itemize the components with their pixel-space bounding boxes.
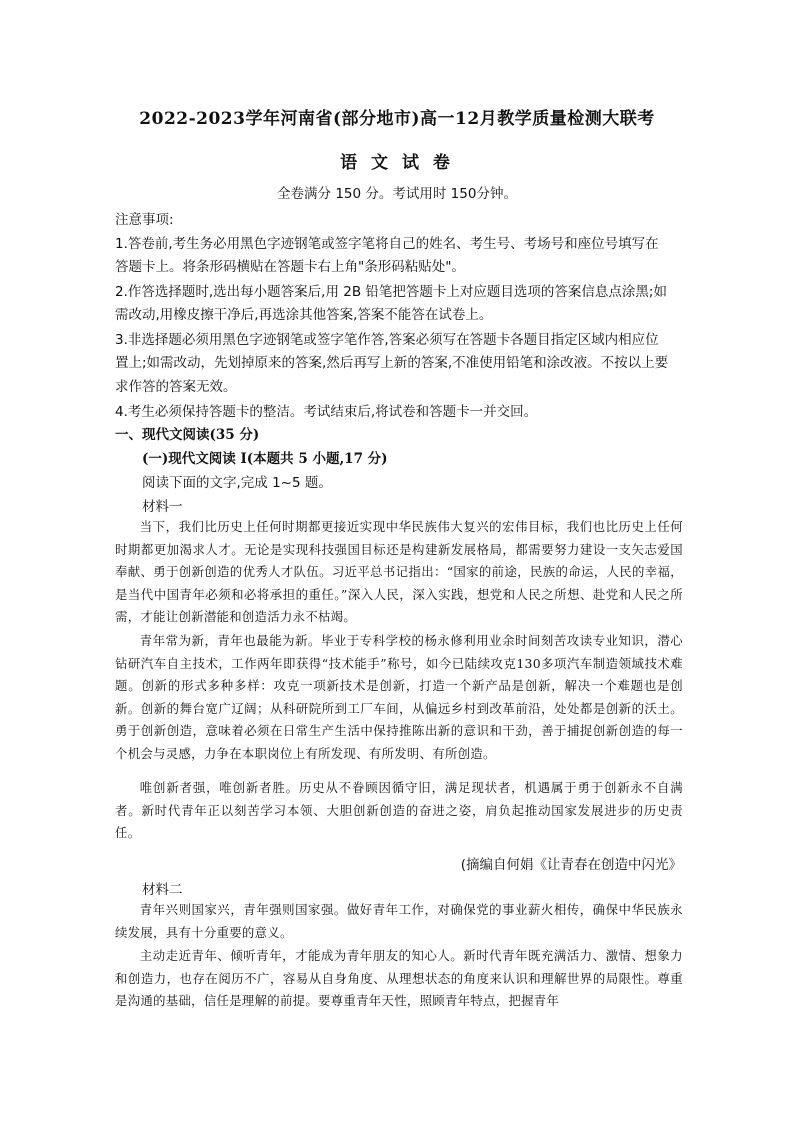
exam-meta: 全卷满分 150 分。考试用时 150分钟。 [277,186,517,202]
material-two-paragraph: 青年兴则国家兴，青年强则国家强。做好青年工作，对确保党的事业薪火相传，确保中华民族永续发展，具有十分重要的意义。 [115,902,683,940]
notice-line: 答题卡上。将条形码横贴在答题卡右上角"条形码粘贴处"。 [115,259,465,275]
reading-instruction: 阅读下面的文字,完成 1~5 题。 [142,475,332,491]
material-two-paragraph: 主动走近青年、倾听青年，才能成为青年朋友的知心人。新时代青年既充满活力、激情、想象力和创造力，也存在阅历不广，容易从自身角度、从理想状态的角度来认识和理解世界的局限性。尊重是沟通的基础，信任是理解的前提。要尊重青年天性，照顾青年特点，把握青年 [115,948,683,1009]
notice-line: 求作答的答案无效。 [115,379,237,395]
notice-line: 需改动,用橡皮擦干净后,再选涂其他答案,答案不能答在试卷上。 [115,307,493,323]
notice-line: 2.作答选择题时,选出每小题答案后,用 2B 铅笔把答题卡上对应题目选项的答案信息点涂黑;如 [115,284,667,300]
section-heading: 一、现代文阅读(35 分) [115,427,260,443]
material-one-paragraph: 唯创新者强，唯创新者胜。历史从不眷顾因循守旧，满足现状者，机遇属于勇于创新永不自满者。新时代青年正以刻苦学习本领、大胆创新创造的奋进之姿，肩负起推动国家发展进步的历史责任。 [115,780,683,841]
subsection-heading: (一)现代文阅读 I(本题共 5 小题,17 分) [142,451,388,467]
notice-line: 1.答卷前,考生务必用黑色字迹钢笔或签字笔将自己的姓名、考生号、考场号和座位号填写在 [115,236,659,252]
notice-line: 3.非选择题必须用黑色字迹钢笔或签字笔作答,答案必须写在答题卡各题目指定区域内相应位 [115,332,659,348]
notice-heading: 注意事项: [115,212,174,228]
material-one-paragraph: 当下，我们比历史上任何时期都更接近实现中华民族伟大复兴的宏伟目标，我们也比历史上任何时期都更加渴求人才。无论是实现科技强国目标还是构建新发展格局，都需要努力建设一支矢志爱国奉献、勇于创新创造的优秀人才队伍。习近平总书记指出：“国家的前途，民族的命运，人民的幸福，是当代中国青年必须和必将承担的重任。”深入人民，深入实践，想党和人民之所想、赴党和人民之所需，才能让创新潜能和创造活力永不枯竭。 [115,519,683,625]
notice-line: 置上;如需改动，先划掉原来的答案,然后再写上新的答案,不准使用铅笔和涂改液。不按以上要 [115,355,669,371]
exam-title: 2022-2023学年河南省(部分地市)高一12月教学质量检测大联考 [139,109,655,129]
material-one-label: 材料一 [142,499,183,515]
subject-title: 语 文 试 卷 [340,153,454,173]
notice-line: 4.考生必须保持答题卡的整洁。考试结束后,将试卷和答题卡一并交回。 [115,404,538,420]
material-two-label: 材料二 [142,882,183,898]
material-one-paragraph: 青年常为新，青年也最能为新。毕业于专科学校的杨永修利用业余时间刻苦攻读专业知识，潜心钻研汽车自主技术，工作两年即获得“技术能手”称号，如今已陆续攻克130多项汽车制造领域技术难题。创新的形式多种多样：攻克一项新技术是创新，打造一个新产品是创新，解决一个难题也是创新。创新的舞台宽广辽阔；从科研院所到工厂车间，从偏远乡村到改革前沿，处处都是创新的沃土。勇于创新创造，意味着必须在日常生产生活中保持推陈出新的意识和干劲，善于捕捉创新创造的每一个机会与灵感，力争在本职岗位上有所发现、有所发明、有所创造。 [115,633,683,761]
material-one-source: (摘编自何娟《让青春在创造中闪光》 [460,857,682,873]
